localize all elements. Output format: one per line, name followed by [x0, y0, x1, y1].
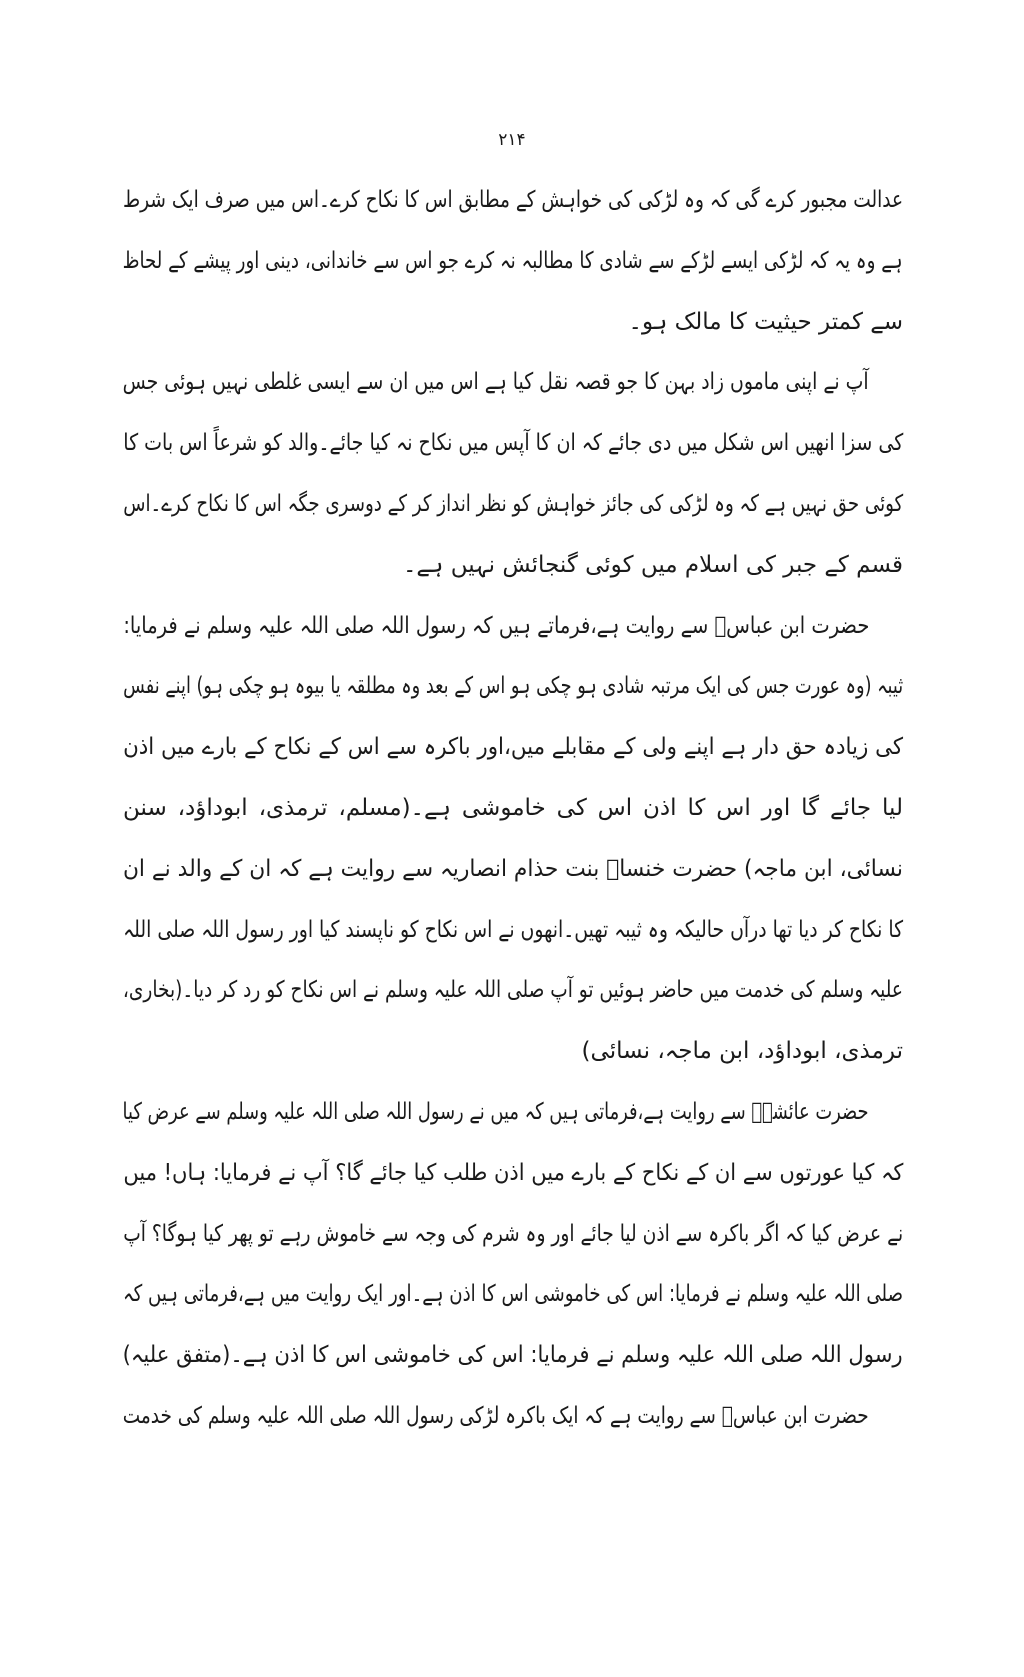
line-text: نے عرض کیا کہ اگر باکرہ سے اذن لیا جائے اور وہ شرم کی وجہ سے خاموش رہے تو پھر کیا ہوگا؟ آپ — [123, 1220, 903, 1247]
line-text: کا نکاح کر دیا تھا درآں حالیکہ وہ ثیبہ تھیں۔انھوں نے اس نکاح کو ناپسند کیا اور رسول اللہ صلی اللہ — [123, 916, 903, 943]
text-line — [123, 1082, 903, 1143]
text-line — [123, 1143, 903, 1204]
line-text: ہے وہ یہ کہ لڑکی ایسے لڑکے سے شادی کا مطالبہ نہ کرے جو اس سے خاندانی، دینی اور پیشے کے لحاظ — [123, 247, 903, 274]
line-text: عدالت مجبور کرے گی کہ وہ لڑکی کی خواہش کے مطابق اس کا نکاح کرے۔اس میں صرف ایک شرط — [123, 187, 903, 213]
text-line — [123, 231, 903, 292]
line-text: کوئی حق نہیں ہے کہ وہ لڑکی کی جائز خواہش کو نظر انداز کر کے دوسری جگہ اس کا نکاح کرے۔اس — [123, 490, 903, 517]
text-line — [123, 474, 903, 535]
line-text: ترمذی، ابوداؤد، ابن ماجہ، نسائی) — [581, 1038, 903, 1065]
body-text — [123, 170, 903, 1447]
text-line — [123, 1204, 903, 1265]
text-line — [123, 292, 903, 353]
line-text: صلی اللہ علیہ وسلم نے فرمایا: اس کی خاموشی اس کا اذن ہے۔اور ایک روایت میں ہے،فرماتی ہیں کہ — [123, 1281, 903, 1308]
text-line — [123, 1386, 903, 1447]
text-line — [123, 1264, 903, 1325]
line-text: ثیبہ (وہ عورت جس کی ایک مرتبہ شادی ہو چکی ہو اس کے بعد وہ مطلقہ یا بیوہ ہو چکی ہو) اپنے نفس — [123, 673, 903, 700]
line-text: حضرت ابن عباسؓ سے روایت ہے،فرماتے ہیں کہ رسول اللہ صلی اللہ علیہ وسلم نے فرمایا: — [123, 612, 869, 639]
line-text: قسم کے جبر کی اسلام میں کوئی گنجائش نہیں ہے۔ — [402, 551, 903, 578]
paragraph — [123, 170, 903, 352]
line-text: کی زیادہ حق دار ہے اپنے ولی کے مقابلے میں،اور باکرہ سے اس کے نکاح کے بارے میں اذن — [123, 734, 903, 761]
line-text: رسول اللہ صلی اللہ علیہ وسلم نے فرمایا: اس کی خاموشی اس کا اذن ہے۔(متفق علیہ) — [123, 1342, 903, 1369]
line-text: کہ کیا عورتوں سے ان کے نکاح کے بارے میں اذن طلب کیا جائے گا؟ آپ نے فرمایا: ہاں! میں — [123, 1159, 903, 1186]
text-line — [123, 717, 903, 778]
paragraph — [123, 1082, 903, 1386]
line-text: نسائی، ابن ماجہ) حضرت خنساؓ بنت حذام انصاریہ سے روایت ہے کہ ان کے والد نے ان — [123, 855, 903, 882]
text-line — [123, 170, 903, 231]
text-line — [123, 596, 903, 657]
line-text: کی سزا انھیں اس شکل میں دی جائے کہ ان کا آپس میں نکاح نہ کیا جائے۔والد کو شرعاً اس بات کا — [123, 430, 903, 457]
line-text: لیا جائے گا اور اس کا اذن اس کی خاموشی ہے۔(مسلم، ترمذی، ابوداؤد، سنن — [123, 794, 903, 821]
text-line — [123, 656, 903, 717]
paragraph — [123, 596, 903, 1082]
line-text: حضرت عائشہؓ سے روایت ہے،فرماتی ہیں کہ میں نے رسول اللہ صلی اللہ علیہ وسلم سے عرض کیا — [123, 1098, 869, 1125]
text-line — [123, 778, 903, 839]
line-text: سے کمتر حیثیت کا مالک ہو۔ — [628, 308, 903, 335]
text-line — [123, 352, 903, 413]
page-number: ۲۱۴ — [498, 130, 526, 150]
text-line — [123, 839, 903, 900]
text-line — [123, 413, 903, 474]
line-text: علیہ وسلم کی خدمت میں حاضر ہوئیں تو آپ صلی اللہ علیہ وسلم نے اس نکاح کو رد کر دیا۔(بخاری، — [123, 977, 903, 1004]
text-line — [123, 1021, 903, 1082]
paragraph — [123, 1386, 903, 1447]
text-line — [123, 900, 903, 961]
text-line — [123, 535, 903, 596]
line-text: حضرت ابن عباسؓ سے روایت ہے کہ ایک باکرہ لڑکی رسول اللہ صلی اللہ علیہ وسلم کی خدمت — [123, 1402, 869, 1429]
text-line — [123, 960, 903, 1021]
line-text: آپ نے اپنی ماموں زاد بہن کا جو قصہ نقل کیا ہے اس میں ان سے ایسی غلطی نہیں ہوئی جس — [123, 369, 869, 396]
paragraph — [123, 352, 903, 595]
text-line — [123, 1325, 903, 1386]
